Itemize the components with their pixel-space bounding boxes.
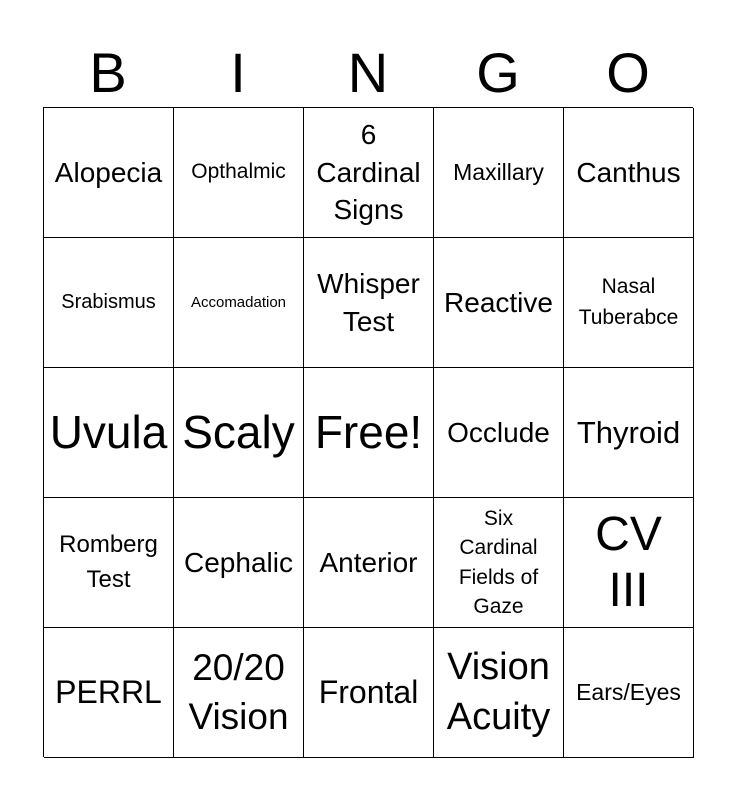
bingo-header: [43, 40, 693, 106]
bingo-cell[interactable]: [174, 368, 304, 498]
cell-text: 6 Cardinal Signs: [316, 118, 421, 226]
bingo-board: [43, 107, 693, 757]
bingo-cell[interactable]: [564, 108, 694, 238]
bingo-cell[interactable]: [434, 108, 564, 238]
cell-text: Anterior: [319, 546, 418, 578]
bingo-cell[interactable]: [564, 628, 694, 758]
cell-text: 20/20 Vision: [188, 647, 289, 737]
cell-text: Uvula: [49, 406, 168, 459]
bingo-cell[interactable]: [564, 498, 694, 628]
bingo-cell[interactable]: [44, 108, 174, 238]
cell-text: Reactive: [444, 286, 553, 318]
header-letter-o: O: [606, 41, 650, 104]
cell-text: Ears/Eyes: [576, 678, 681, 705]
cell-text: Whisper Test: [317, 267, 420, 337]
bingo-cell[interactable]: [564, 368, 694, 498]
bingo-cell[interactable]: [434, 498, 564, 628]
cell-text: Cephalic: [184, 546, 293, 578]
cell-text: Nasal Tuberabce: [578, 275, 679, 329]
bingo-cell[interactable]: [434, 628, 564, 758]
bingo-cell[interactable]: [304, 498, 434, 628]
bingo-cell[interactable]: [44, 498, 174, 628]
bingo-cell[interactable]: [174, 238, 304, 368]
bingo-cell[interactable]: [304, 238, 434, 368]
cell-text: PERRL: [55, 673, 162, 710]
cell-text: Six Cardinal Fields of Gaze: [458, 506, 539, 618]
bingo-cell[interactable]: [44, 628, 174, 758]
cell-text: Opthalmic: [191, 160, 286, 184]
bingo-cell[interactable]: [174, 108, 304, 238]
bingo-cell[interactable]: [44, 368, 174, 498]
bingo-cell[interactable]: [564, 238, 694, 368]
cell-text: Maxillary: [453, 158, 544, 185]
cell-text: Scaly: [182, 406, 295, 459]
bingo-cell[interactable]: [174, 628, 304, 758]
free-space-cell[interactable]: [304, 368, 434, 498]
cell-text: Occlude: [447, 416, 550, 448]
header-letter-n: N: [347, 41, 389, 104]
cell-text: CV III: [595, 508, 662, 617]
cell-text: Alopecia: [54, 156, 163, 188]
cell-text: Vision Acuity: [446, 646, 551, 738]
header-letter-i: I: [230, 41, 246, 104]
bingo-cell[interactable]: [434, 238, 564, 368]
cell-text: Thyroid: [576, 414, 681, 450]
bingo-cell[interactable]: [44, 238, 174, 368]
cell-text: Frontal: [318, 673, 419, 710]
header-letter-b: B: [89, 41, 127, 104]
header-letter-g: G: [476, 41, 520, 104]
bingo-cell[interactable]: [304, 108, 434, 238]
cell-text: Canthus: [576, 156, 681, 188]
cell-text: Romberg Test: [59, 530, 158, 593]
cell-text: Srabismus: [61, 291, 156, 313]
cell-text: Free!: [314, 406, 423, 459]
bingo-cell[interactable]: [434, 368, 564, 498]
bingo-cell[interactable]: [304, 628, 434, 758]
bingo-cell[interactable]: [174, 498, 304, 628]
cell-text: Accomadation: [190, 293, 287, 311]
